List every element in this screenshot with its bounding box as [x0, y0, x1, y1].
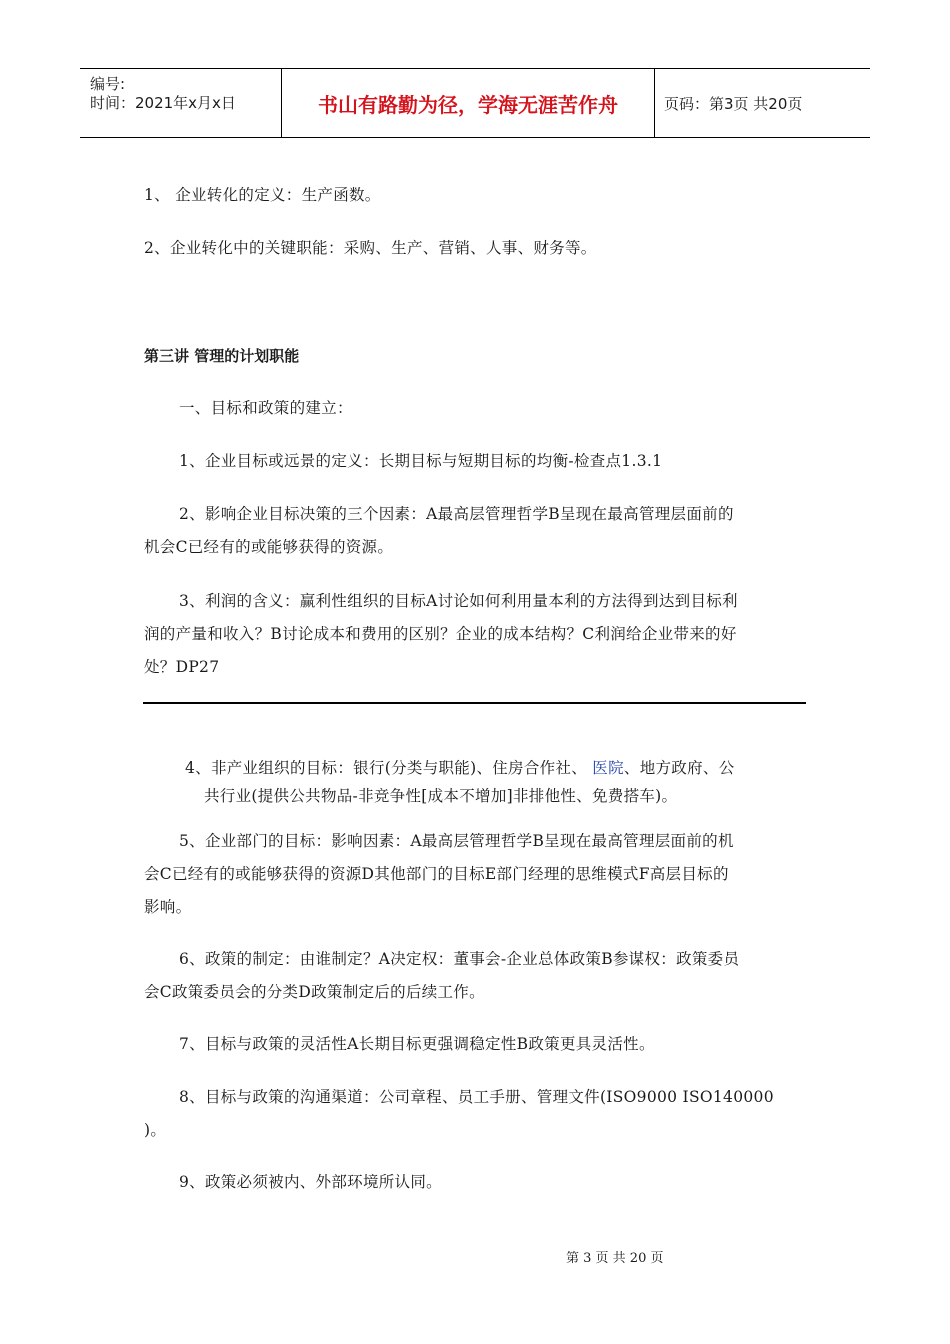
page-label: 页码：第3页 共20页 — [664, 94, 803, 113]
paragraph: 处？DP27 — [144, 658, 220, 676]
paragraph: 6、政策的制定：由谁制定？A决定权：董事会-企业总体政策B参谋权：政策委员 — [179, 950, 740, 968]
paragraph: 机会C已经有的或能够获得的资源。 — [144, 538, 394, 556]
paragraph: 一、目标和政策的建立： — [179, 399, 353, 417]
paragraph: 影响。 — [144, 898, 192, 916]
paragraph-text: 4、非产业组织的目标：银行(分类与职能)、住房合作社、 — [185, 759, 593, 777]
paragraph: 8、目标与政策的沟通渠道：公司章程、员工手册、管理文件(ISO9000 ISO140000 — [179, 1088, 774, 1106]
paragraph: 共行业(提供公共物品-非竞争性[成本不增加]非排他性、免费搭车)。 — [204, 787, 678, 805]
paragraph: 会C政策委员会的分类D政策制定后的后续工作。 — [144, 983, 485, 1001]
date-label: 时间：2021年x月x日 — [90, 94, 236, 112]
paragraph: 9、政策必须被内、外部环境所认同。 — [179, 1173, 442, 1191]
paragraph: 3、利润的含义：赢利性组织的目标A讨论如何利用量本利的方法得到达到目标利 — [179, 592, 738, 610]
serial-label: 编号: — [90, 75, 126, 93]
paragraph: 会C已经有的或能够获得的资源D其他部门的目标E部门经理的思维模式F高层目标的 — [144, 865, 729, 883]
header-meta — [80, 69, 281, 137]
section-heading: 第三讲 管理的计划职能 — [144, 347, 300, 365]
paragraph: 2、企业转化中的关键职能：采购、生产、营销、人事、财务等。 — [144, 239, 597, 257]
paragraph: 2、影响企业目标决策的三个因素：A最高层管理哲学B呈现在最高管理层面前的 — [179, 505, 734, 523]
paragraph-text: 、地方政府、公 — [623, 759, 735, 777]
paragraph: 1、企业目标或远景的定义：长期目标与短期目标的均衡-检查点1.3.1 — [179, 452, 663, 470]
header-motto: 书山有路勤为径，学海无涯苦作舟 — [281, 69, 655, 137]
paragraph: 润的产量和收入？B讨论成本和费用的区别？企业的成本结构？C利润给企业带来的好 — [144, 625, 737, 643]
footer-page-number: 第 3 页 共 20 页 — [566, 1251, 664, 1266]
header-page-number — [664, 69, 802, 137]
horizontal-rule — [143, 702, 806, 704]
paragraph: 1、 企业转化的定义：生产函数。 — [144, 186, 381, 204]
hospital-link[interactable]: 医院 — [592, 759, 624, 777]
page-header — [80, 68, 870, 138]
paragraph: )。 — [144, 1121, 167, 1139]
paragraph: 7、目标与政策的灵活性A长期目标更强调稳定性B政策更具灵活性。 — [179, 1035, 655, 1053]
paragraph: 5、企业部门的目标：影响因素：A最高层管理哲学B呈现在最高管理层面前的机 — [179, 832, 734, 850]
